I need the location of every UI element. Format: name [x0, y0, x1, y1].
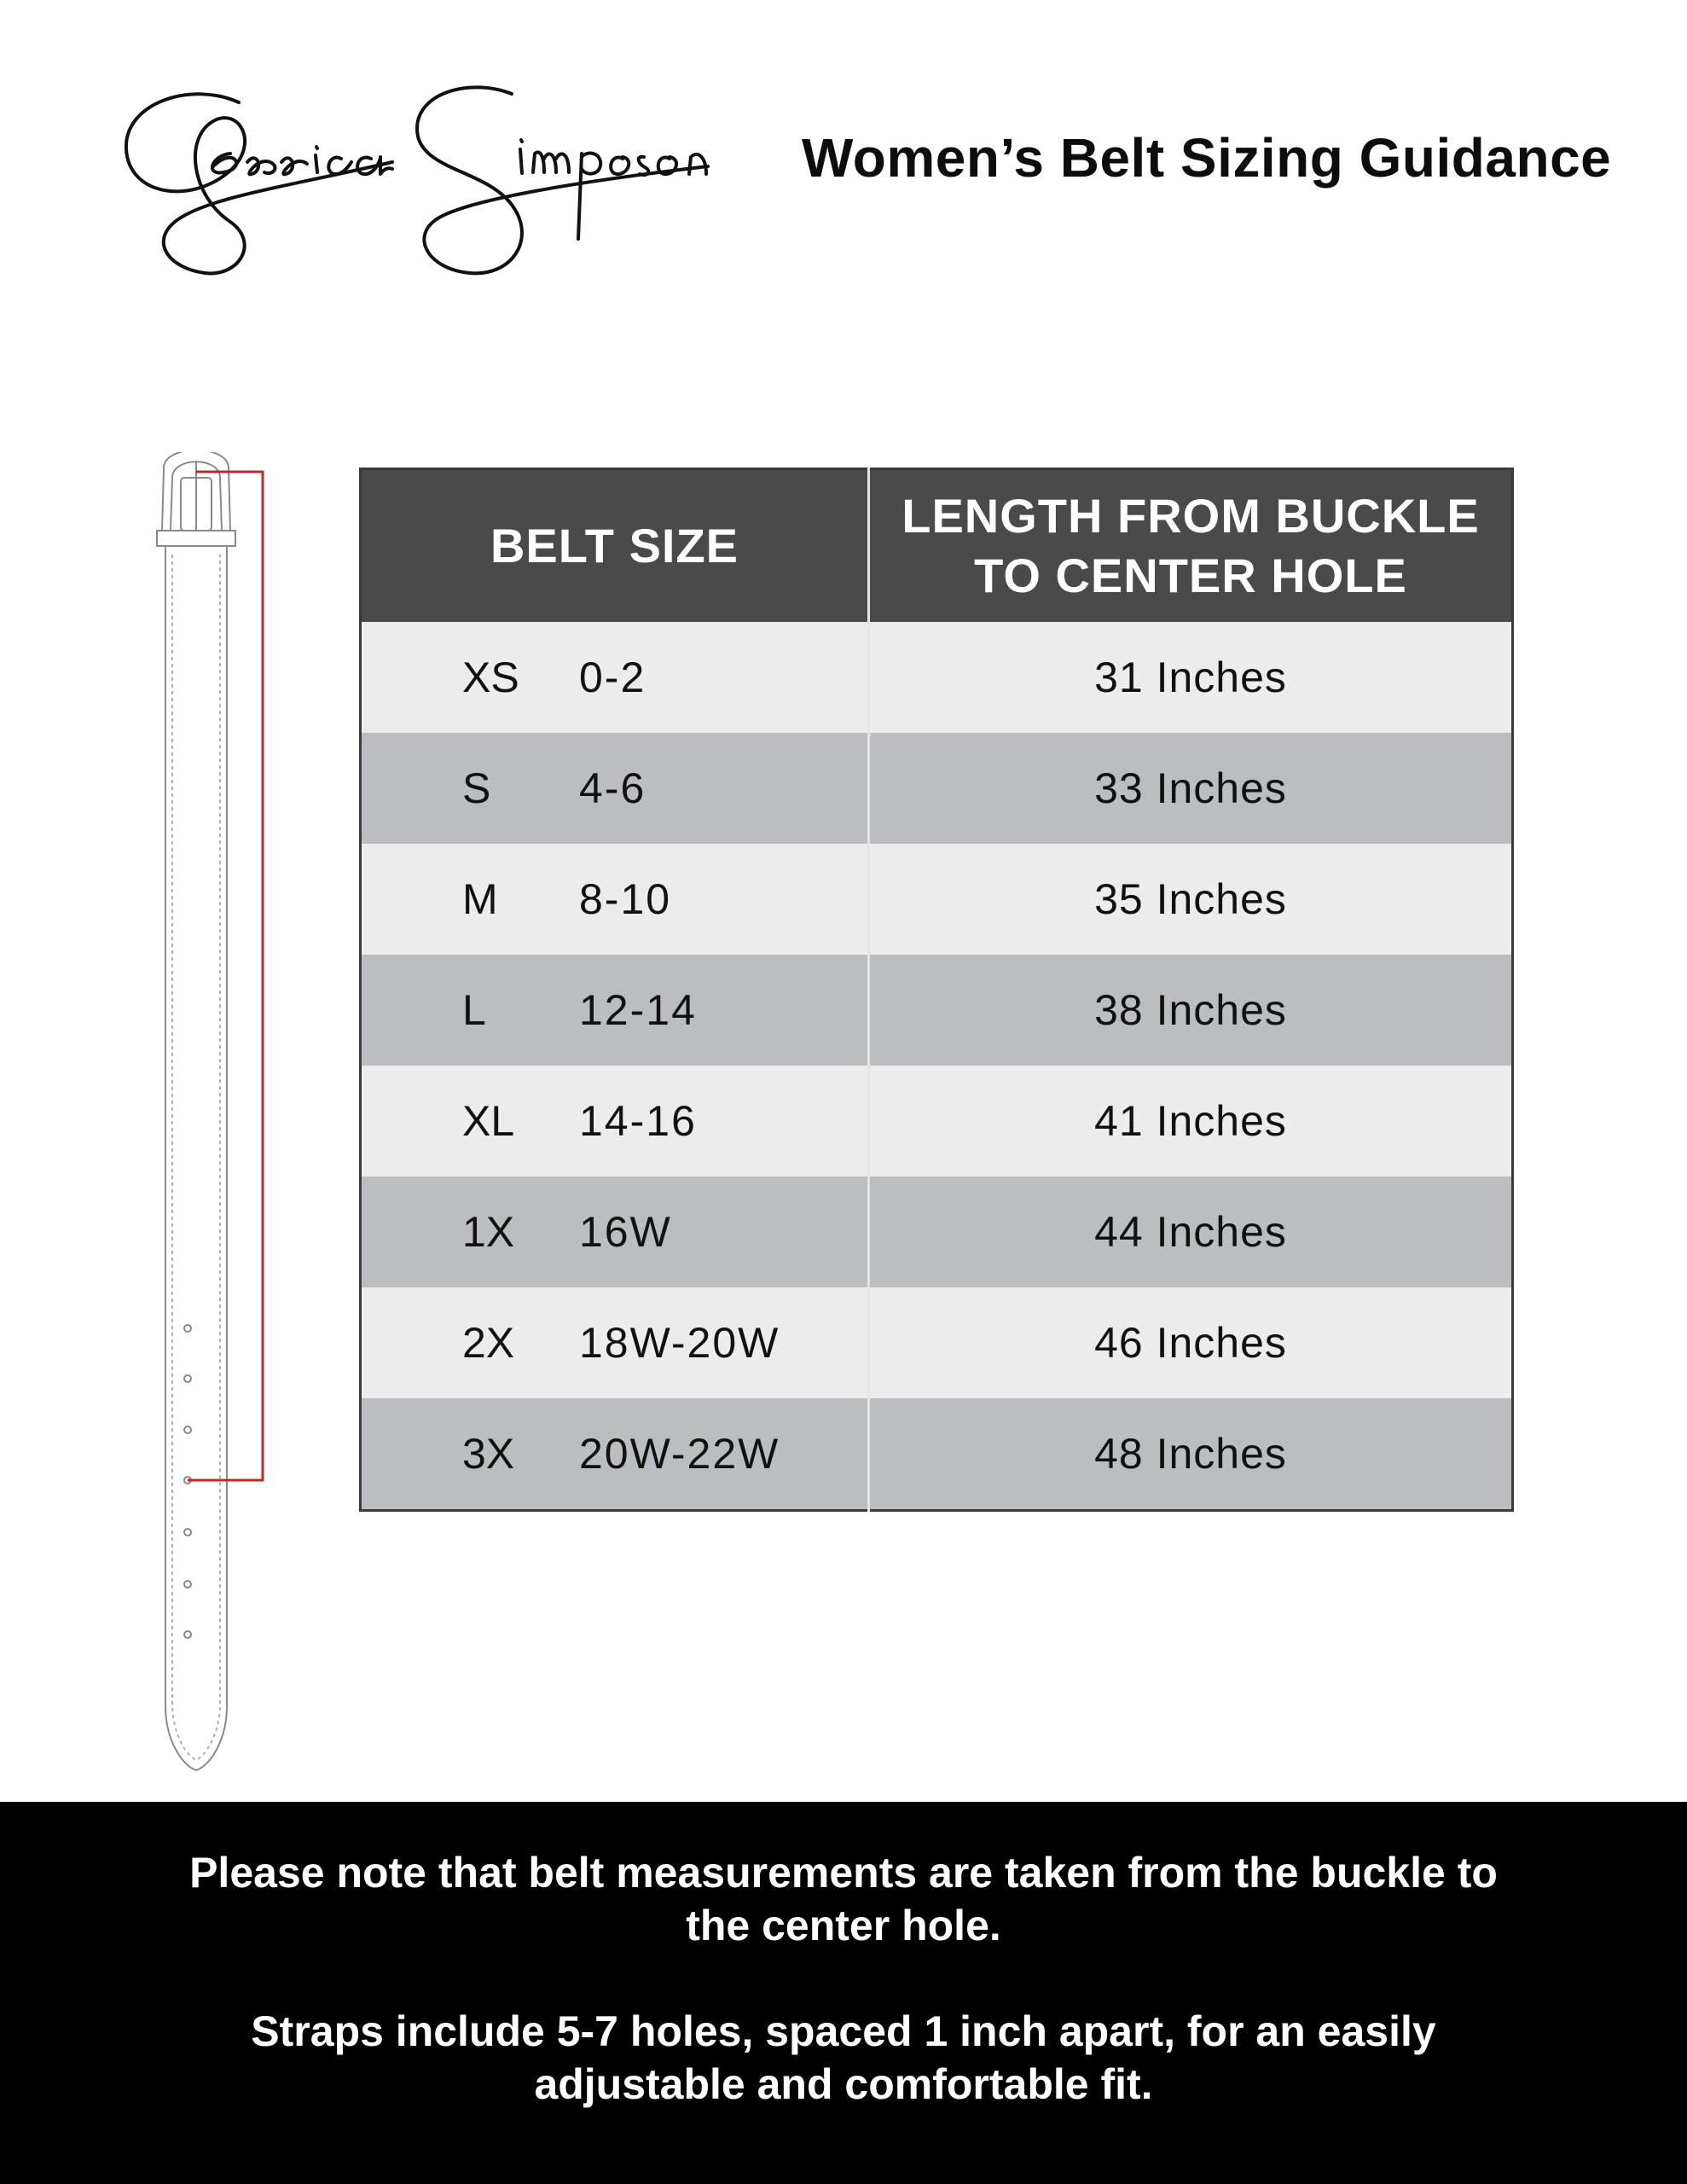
brand-logo — [111, 68, 725, 282]
size-cell — [361, 1066, 869, 1176]
table-row — [361, 1176, 1513, 1287]
table-row — [361, 1398, 1513, 1511]
size-code: 3X — [462, 1430, 515, 1478]
size-range: 4-6 — [579, 764, 646, 812]
table-header-row — [361, 469, 1513, 623]
length-cell: 33 Inches — [869, 733, 1513, 844]
table-row — [361, 1287, 1513, 1398]
length-cell: 31 Inches — [869, 622, 1513, 733]
size-range: 20W-22W — [579, 1430, 780, 1478]
table-row — [361, 622, 1513, 733]
table-row — [361, 733, 1513, 844]
size-cell — [361, 1176, 869, 1287]
size-range: 12-14 — [579, 986, 697, 1034]
size-range: 0-2 — [579, 653, 646, 701]
size-range: 18W-20W — [579, 1319, 780, 1367]
length-cell: 35 Inches — [869, 844, 1513, 955]
size-code: XL — [462, 1097, 515, 1145]
size-code: 1X — [462, 1208, 515, 1256]
length-cell: 48 Inches — [869, 1398, 1513, 1511]
size-cell — [361, 622, 869, 733]
measurement-note: Please note that belt measurements are taken from the buckle to the center hole. — [189, 1849, 1498, 1949]
size-cell — [361, 733, 869, 844]
size-code: 2X — [462, 1319, 515, 1367]
length-cell: 41 Inches — [869, 1066, 1513, 1176]
size-cell — [361, 1287, 869, 1398]
length-cell: 44 Inches — [869, 1176, 1513, 1287]
length-cell: 38 Inches — [869, 955, 1513, 1066]
size-code: M — [462, 875, 498, 923]
size-cell — [361, 955, 869, 1066]
size-range: 8-10 — [579, 875, 672, 923]
table-row — [361, 955, 1513, 1066]
size-range: 14-16 — [579, 1097, 697, 1145]
table-row — [361, 844, 1513, 955]
length-cell: 46 Inches — [869, 1287, 1513, 1398]
size-code: S — [462, 764, 491, 812]
holes-note: Straps include 5-7 holes, spaced 1 inch apart, for an easily adjustable and comfortable fit. — [251, 2007, 1436, 2108]
table-row — [361, 1066, 1513, 1176]
header-belt-size: BELT SIZE — [361, 469, 869, 623]
size-range: 16W — [579, 1208, 672, 1256]
header-length: LENGTH FROM BUCKLE TO CENTER HOLE — [869, 469, 1513, 623]
size-cell — [361, 844, 869, 955]
belt-size-table — [359, 468, 1514, 1512]
footer-notes — [0, 1802, 1687, 2184]
belt-illustration — [128, 452, 281, 1783]
size-code: L — [462, 986, 486, 1034]
page-title: Women’s Belt Sizing Guidance — [802, 127, 1612, 189]
size-cell — [361, 1398, 869, 1511]
measurement-line — [188, 472, 263, 1480]
buckle-icon — [157, 452, 235, 546]
size-code: XS — [462, 653, 519, 701]
